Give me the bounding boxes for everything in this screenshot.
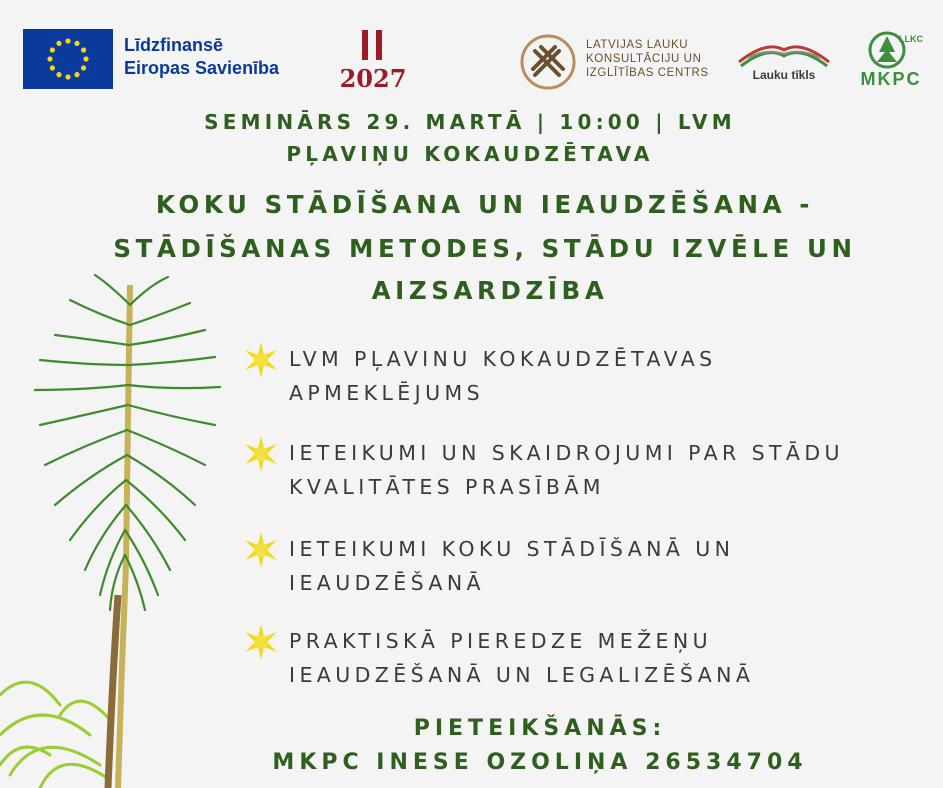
seminar-date-line: SEMINĀRS 29. MARTĀ | 10:00 | LVM xyxy=(204,110,736,134)
mkpc-tree-logo-icon xyxy=(867,28,923,70)
llkc-emblem-icon xyxy=(519,33,577,91)
eu-flag-icon xyxy=(23,29,113,89)
bullet-text xyxy=(289,436,844,504)
llkc-name xyxy=(586,38,709,80)
mkpc-small-label: LLKC xyxy=(899,34,923,44)
llkc-line-3: IZGLĪTĪBAS CENTRS xyxy=(586,67,709,79)
bullet-text xyxy=(289,342,717,410)
pine-seedling-illustration xyxy=(0,265,260,788)
registration-contact: MKPC INESE OZOLIŅA 26534704 xyxy=(272,750,808,775)
year-2027-logo xyxy=(338,28,408,92)
bullet-text xyxy=(289,624,754,692)
year-label: 2027 xyxy=(339,64,407,93)
bullet-line-2: APMEKLĒJUMS xyxy=(289,381,484,405)
lauku-tikls-logo-icon xyxy=(737,36,831,68)
title-line-3: AIZSARDZĪBA xyxy=(371,276,609,305)
bullet-line-2: IEAUDZĒŠANĀ xyxy=(289,571,485,595)
bullet-line-1: LVM PĻAVINU KOKAUDZĒTAVAS xyxy=(289,347,717,371)
lauku-tikls-label: Lauku tīkls xyxy=(752,68,816,82)
seminar-location-line: PĻAVIŅU KOKAUDZĒTAVA xyxy=(286,142,654,166)
bullet-line-1: PRAKTISKĀ PIEREDZE MEŽEŅU xyxy=(289,629,713,653)
logo-bar xyxy=(0,0,940,100)
eu-line-1: Līdzfinansē xyxy=(124,35,224,55)
bullet-line-2: KVALITĀTES PRASĪBĀM xyxy=(289,475,605,499)
registration-heading: PIETEIKŠANĀS: xyxy=(413,716,667,741)
title-line-2: STĀDĪŠANAS METODES, STĀDU IZVĒLE UN xyxy=(113,234,857,263)
llkc-line-2: KONSULTĀCIJU UN xyxy=(586,53,702,65)
eu-line-2: Eiropas Savienība xyxy=(124,58,280,78)
eu-cofinanced-label xyxy=(124,34,279,80)
llkc-line-1: LATVIJAS LAUKU xyxy=(586,39,689,51)
bullet-text xyxy=(289,532,734,600)
bullet-line-1: IETEIKUMI KOKU STĀDĪŠANĀ UN xyxy=(289,537,735,561)
year-bars-icon xyxy=(360,28,386,62)
title-line-1: KOKU STĀDĪŠANA UN IEAUDZĒŠANA - xyxy=(155,190,815,219)
bullet-line-2: IEAUDZĒŠANĀ UN LEGALIZĒŠANĀ xyxy=(289,663,755,687)
bullet-line-1: IETEIKUMI UN SKAIDROJUMI PAR STĀDU xyxy=(289,441,844,465)
mkpc-label: MKPC xyxy=(860,69,922,89)
